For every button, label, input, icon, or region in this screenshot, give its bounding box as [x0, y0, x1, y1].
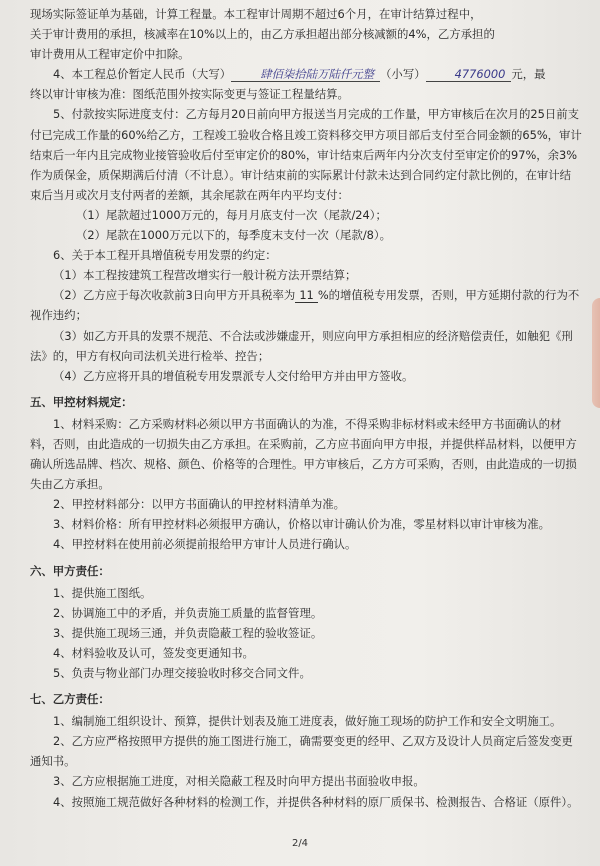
section-6-heading: 六、甲方责任： — [30, 563, 110, 578]
item-6-sub-2: （2）乙方应于每次收款前3日向甲方开具税率为 11 %的增值税专用发票，否则，甲方延期付款的行为不视作违约； — [30, 288, 580, 323]
intro-line-3: 审计费用从工程审定价中扣除。 — [30, 47, 190, 62]
section-6-item: 1、提供施工图纸。 — [53, 585, 152, 600]
section-6-item: 5、负责与物业部门办理交接验收时移交合同文件。 — [53, 666, 311, 680]
section-5-heading: 五、甲控材料规定： — [30, 394, 133, 409]
item-5-sub-1: （1）尾款超过1000万元的，每月月底支付一次（尾款/24）； — [76, 207, 387, 222]
section-7-heading: 七、乙方责任： — [30, 692, 110, 707]
section-6-item: 2、协调施工中的矛盾，并负责施工质量的监督管理。 — [53, 605, 323, 620]
red-stamp-mark — [592, 298, 600, 408]
page-number: 2/4 — [291, 838, 309, 849]
section-5-p2: 2、甲控材料部分：以甲方书面确认的甲控材料清单为准。 — [53, 497, 346, 512]
item-4-line-2: 终以审计审核为准：图纸范围外按实际变更与签证工程量结算。 — [30, 87, 349, 102]
item-6-sub-1: （1）本工程按建筑工程营改增实行一般计税方法开票结算； — [53, 268, 357, 283]
item-5: 5、付款按实际进度支付：乙方每月20日前向甲方报送当月完成的工作量，甲方审核后在次月的25日前支付已完成工作量的60%给乙方，工程竣工验收合格且竣工资料移交甲方项目部后支付至合同金额的65%，审计结束后一年内且完成物业接管验收后付至审定价的80%，审计结束后两年内分次支付至审定价的97%，余3%作为质保金，质保期满后付清（不计息）。审计结束前的实际累计付款未达到合同约定付款比例的，在审计结束后当月或次月支付两者的差额，其余尾款在两年内平均支付： — [30, 107, 582, 202]
tax-rate-value: 11 — [295, 288, 318, 303]
item-5-sub-2: （2）尾款在1000万元以下的，每季度末支付一次（尾款/8）。 — [76, 228, 391, 243]
section-7-p3: 3、乙方应根据施工进度，对相关隐蔽工程及时向甲方提出书面验收申报。 — [53, 774, 425, 789]
item-6-sub-4: （4）乙方应将开具的增值税专用发票派专人交付给甲方并由甲方签收。 — [53, 368, 414, 383]
amount-upper-handwritten: 肆佰柒拾陆万陆仟元整 — [231, 67, 380, 82]
section-5-p1: 1、材料采购：乙方采购材料必须以甲方书面确认的为准，不得采购非标材料或未经甲方书面确认的材料，否则，由此造成的一切损失由乙方承担。在采购前，乙方应书面向甲方申报，并提供样品材料，以便甲方确认所选品牌、档次、规格、颜色、价格等的合理性。甲方审核后，乙方方可采购，否则，由此造成的一切损失由乙方承担。 — [30, 416, 577, 492]
section-5-p4: 4、甲控材料在使用前必须提前报给甲方审计人员进行确认。 — [53, 537, 357, 552]
section-6-item: 4、材料验收及认可，签发变更通知书。 — [53, 645, 254, 660]
intro-line-2: 关于审计费用的承担，核减率在10%以上的，由乙方承担超出部分核减额的4%，乙方承担的 — [30, 27, 495, 42]
section-7-p2: 2、乙方应严格按照甲方提供的施工图进行施工，确需要变更的经甲、乙双方及设计人员商定后签发变更通知书。 — [30, 734, 573, 769]
item-6-sub-3: （3）如乙方开具的发票不规范、不合法或涉嫌虚开，则应向甲方承担相应的经济赔偿责任，如触犯《刑法》的，甲方有权向司法机关进行检举、控告； — [30, 328, 573, 363]
section-6-item: 3、提供施工现场三通，并负责隐蔽工程的验收签证。 — [53, 625, 323, 640]
item-4: 4、本工程总价暂定人民币（大写） 肆佰柒拾陆万陆仟元整 （小写） 4776000 元，最 — [53, 67, 546, 82]
amount-lower-handwritten: 4776000 — [426, 67, 512, 82]
section-5-p3: 3、材料价格：所有甲控材料必须报甲方确认，价格以审计确认价为准，零星材料以审计审核为准。 — [53, 517, 551, 532]
section-7-p1: 1、编制施工组织设计、预算，提供计划表及施工进度表，做好施工现场的防护工作和安全文明施工。 — [53, 714, 562, 729]
contract-text — [30, 4, 582, 812]
section-7-p4: 4、按照施工规范做好各种材料的检测工作，并提供各种材料的原厂质保书、检测报告、合格证（原件）。 — [53, 794, 579, 809]
intro-line-1: 现场实际签证单为基础，计算工程量。本工程审计周期不超过6个月，在审计结算过程中， — [30, 7, 482, 21]
item-6-title: 6、关于本工程开具增值税专用发票的约定： — [53, 248, 277, 263]
